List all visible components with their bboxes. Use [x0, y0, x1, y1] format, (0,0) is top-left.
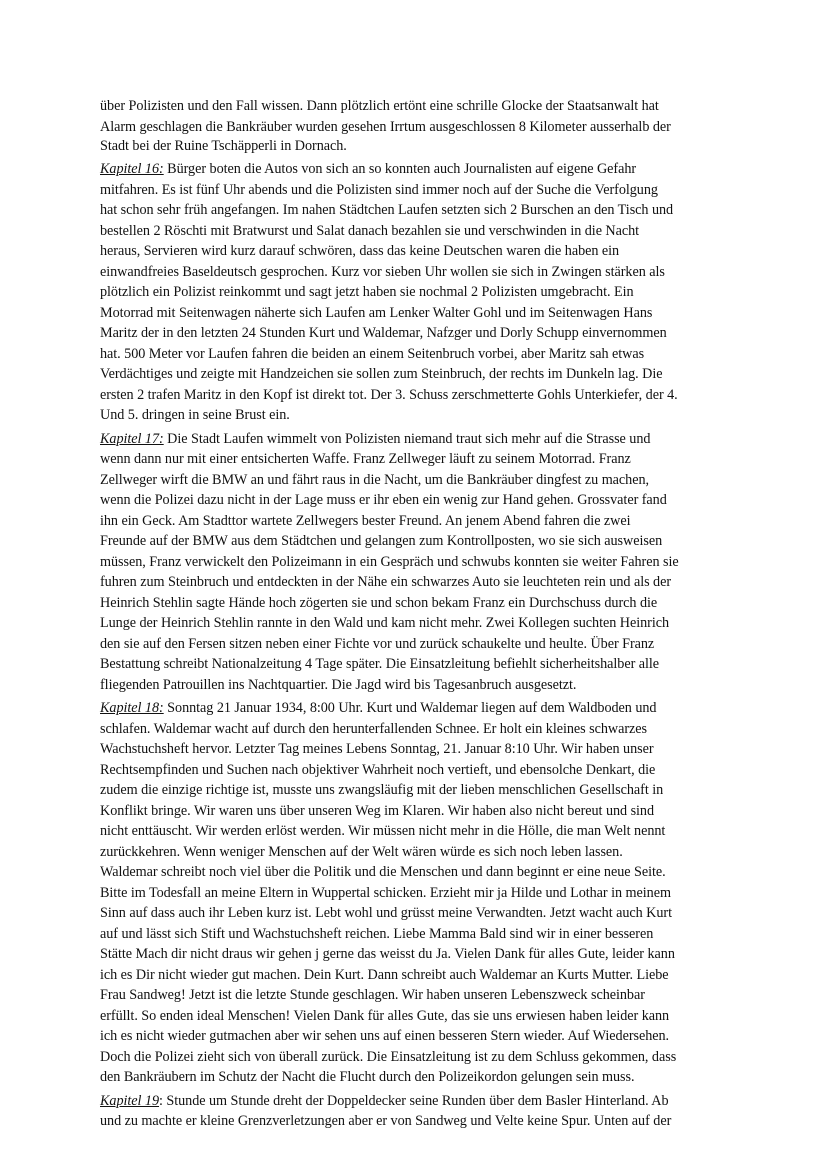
chapter-heading-17: Kapitel 17: [100, 430, 164, 447]
chapter-17-first-line: Kapitel 17: Die Stadt Laufen wimmelt von Polizisten niemand traut sich mehr auf die Strasse und [100, 430, 651, 447]
text-line: zurückkehren. Wenn weniger Menschen auf der Welt wären würde es sich noch leben lassen. [100, 843, 623, 860]
text-line: müssen, Franz verwickelt den Polizeimann in ein Gespräch und schwubs konnten sie weiter Fahren sie [100, 553, 679, 570]
text-line: Sinn auf dass auch ihr Leben kurz ist. Lebt wohl und grüsst meine Verwandten. Jetzt wacht auch Kurt [100, 905, 672, 922]
text-line: erfüllt. So enden ideal Menschen! Vielen Dank für alles Gute, das sie uns erwiesen haben leider kann [100, 1007, 670, 1024]
text-line: auf und lässt sich Stift und Wachstuchsheft reichen. Liebe Mamma Bald sind wir in einer besseren [100, 925, 654, 942]
text-line: Alarm geschlagen die Bankräuber wurden gesehen Irrtum ausgeschlossen 8 Kilometer ausserhalb der [100, 118, 671, 135]
text-line: den sie auf den Fersen sitzen neben einer Fichte vor und zurück schaukelte und heulte. Über Franz [100, 635, 655, 652]
chapter-heading-19: Kapitel 19 [100, 1092, 160, 1109]
text-line: hat. 500 Meter vor Laufen fahren die beiden an einem Seitenbruch vorbei, aber Maritz sah etwas [100, 345, 645, 362]
text-line: Konflikt bringe. Wir waren uns über unseren Weg im Klaren. Wir haben also nicht bereut und sind [100, 802, 655, 819]
text-line: fuhren zum Steinbruch und entdeckten in der Nähe ein schwarzes Auto sie leuchteten rein und als der [100, 574, 672, 591]
text-line: heraus, Servieren wird kurz darauf schwören, dass das keine Deutschen waren die haben ein [100, 243, 620, 260]
text-line: hat schon sehr früh angefangen. Im nahen Städtchen Laufen setzten sich 2 Burschen an den Tisch und [100, 202, 674, 219]
chapter-18-first-line: Kapitel 18: Sonntag 21 Januar 1934, 8:00 Uhr. Kurt und Waldemar liegen auf dem Waldboden und [100, 700, 657, 717]
text-line: mitfahren. Es ist fünf Uhr abends und die Polizisten sind immer noch auf der Suche die Verfolgung [100, 181, 658, 198]
text-line: ich es nicht wieder gutmachen aber wir sehen uns auf einen besseren Stern wieder. Auf Wiedersehen. [100, 1028, 670, 1045]
text-line: wenn dann nur mit einer entsicherten Waffe. Franz Zellweger läuft zu seinem Motorrad. Franz [100, 451, 631, 468]
text-line: Stätte Mach dir nicht draus wir gehen j gerne das weisst du Ja. Vielen Dank für alles Gute, leider kann [100, 946, 675, 963]
text-line: ersten 2 trafen Maritz in den Kopf ist direkt tot. Der 3. Schuss zerschmetterte Gohls Unterkiefer, der 4. [100, 386, 678, 403]
text-line: Verdächtiges und zeigte mit Handzeichen sie sollen zum Steinbruch, der rechts im Dunkeln lag. Die [100, 366, 663, 383]
text-line: einwandfreies Baseldeutsch gesprochen. Kurz vor sieben Uhr wollen sie sich in Zwingen stärken als [100, 263, 665, 280]
text-line: Waldemar schreibt noch viel über die Politik und die Menschen und dann beginnt er eine neue Seite. [100, 864, 666, 881]
text-line: Bitte im Todesfall an meine Eltern in Wuppertal schicken. Erzieht mir ja Hilde und Lothar in meinem [100, 884, 671, 901]
text-line: Stadt bei der Ruine Tschäpperli in Dornach. [100, 138, 347, 155]
text-line: ich es Dir nicht wieder gut machen. Dein Kurt. Dann schreibt auch Waldemar an Kurts Mutter. Liebe [100, 966, 669, 983]
text-line: bestellen 2 Röschti mit Bratwurst und Salat danach bezahlen sie und verschwinden in die Nacht [100, 222, 640, 239]
chapter-heading-16: Kapitel 16: [100, 161, 164, 178]
text-line: plötzlich ein Polizist reinkommt und sagt jetzt haben sie nochmal 2 Polizisten umgebracht. Ein [100, 284, 634, 301]
text-line: fliegenden Patrouillen ins Nachtquartier. Die Jagd wird bis Tagesanbruch ausgesetzt. [100, 676, 577, 693]
text-line: wenn die Polizei dazu nicht in der Lage muss er ihr eben ein wenig zur Hand gehen. Grossvater fand [100, 492, 667, 509]
text-line: Motorrad mit Seitenwagen näherte sich Laufen am Lenker Walter Gohl und im Seitenwagen Hans [100, 304, 653, 321]
text-line: Maritz der in den letzten 24 Stunden Kurt und Waldemar, Nafzger und Dorly Schupp einvernommen [100, 325, 667, 342]
chapter-16-first-line: Kapitel 16: Bürger boten die Autos von sich an so konnten auch Journalisten auf eigene Gefahr [100, 161, 637, 178]
text-line: nicht enttäuscht. Wir werden erlöst werden. Wir müssen nicht mehr in die Hölle, die man Welt nennt [100, 823, 666, 840]
text-line: Heinrich Stehlin sagte Hände hoch zögerten sie und schon bekam Franz ein Durchschuss durch die [100, 594, 658, 611]
text-line: Frau Sandweg! Jetzt ist die letzte Stunde geschlagen. Wir haben unseren Lebenszweck scheinbar [100, 987, 645, 1004]
text-line: Und 5. dringen in seine Brust ein. [100, 407, 290, 424]
text-line: schlafen. Waldemar wacht auf durch den herunterfallenden Schnee. Er holt ein kleines schwarzes [100, 720, 647, 737]
text-line: Doch die Polizei zieht sich von überall zurück. Die Einsatzleitung ist zu dem Schluss gekommen, dass [100, 1048, 677, 1065]
text-line: Wachstuchsheft hervor. Letzter Tag meines Lebens Sonntag, 21. Januar 8:10 Uhr. Wir haben unser [100, 741, 654, 758]
text-line: Zellweger wirft die BMW an und fährt raus in die Nacht, um die Bankräuber dingfest zu machen, [100, 471, 650, 488]
text-line: und zu machte er kleine Grenzverletzungen aber er von Sandweg und Velte keine Spur. Unten auf der [100, 1113, 672, 1129]
text-line: zudem die einzige richtige ist, musste uns zwangsläufig mit der lieben menschlichen Gesellschaft in [100, 782, 664, 799]
text-line: Rechtsempfinden und Suchen nach objektiver Wahrheit noch vertieft, und ebensolche Denkart, die [100, 761, 656, 778]
chapter-heading-18: Kapitel 18: [100, 700, 164, 717]
text-line: den Bankräubern im Schutz der Nacht die Flucht durch den Polizeikordon gelungen sein muss. [100, 1069, 635, 1086]
text-line: Lunge der Heinrich Stehlin rannte in den Wald und kam nicht mehr. Zwei Kollegen suchten Heinrich [100, 615, 670, 632]
text-line: Bestattung schreibt Nationalzeitung 4 Tage später. Die Einsatzleitung befiehlt sicherheitshalber alle [100, 656, 660, 673]
text-line: Freunde auf der BMW aus dem Städtchen und gelangen zum Kontrollposten, wo sie sich ausweisen [100, 533, 663, 550]
text-line: ihn ein Geck. Am Stadttor wartete Zellwegers bester Freund. An jenem Abend fahren die zwei [100, 512, 631, 529]
text-line: über Polizisten und den Fall wissen. Dann plötzlich ertönt eine schrille Glocke der Staatsanwalt hat [100, 98, 659, 114]
chapter-19-first-line: Kapitel 19: Stunde um Stunde dreht der Doppeldecker seine Runden über dem Basler Hinterland. Ab [100, 1092, 669, 1109]
